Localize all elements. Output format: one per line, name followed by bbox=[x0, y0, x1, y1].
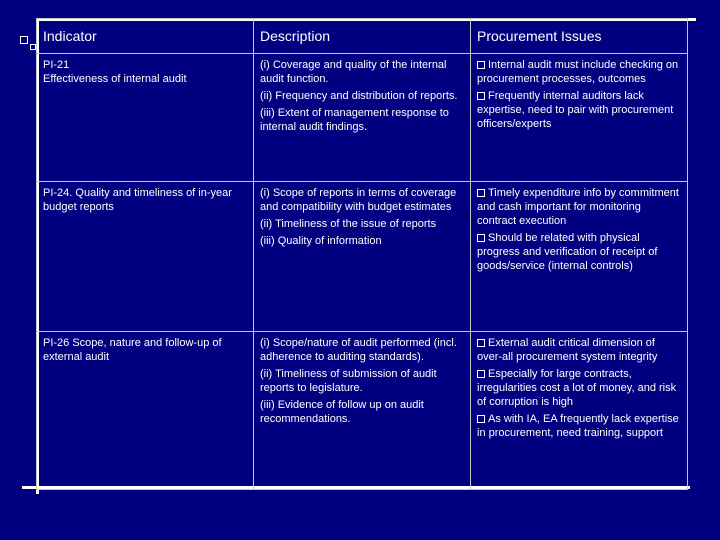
indicator-title: Effectiveness of internal audit bbox=[43, 73, 187, 85]
issue-item bbox=[477, 89, 681, 131]
table-row bbox=[37, 332, 688, 490]
issue-item bbox=[477, 336, 681, 364]
issue-item bbox=[477, 231, 681, 273]
issue-item bbox=[477, 58, 681, 86]
header-description: Description bbox=[254, 19, 471, 54]
issue-text: External audit critical dimension of over-all procurement system integrity bbox=[477, 337, 658, 363]
header-indicator: Indicator bbox=[37, 19, 254, 54]
description-item: (i) Coverage and quality of the internal audit function. bbox=[260, 59, 447, 85]
square-bullet-icon bbox=[477, 61, 485, 69]
issue-text: Especially for large contracts, irregularities cost a lot of money, and risk of corruption is high bbox=[477, 368, 677, 408]
description-cell bbox=[254, 54, 471, 182]
square-bullet-icon bbox=[477, 92, 485, 100]
issues-cell bbox=[471, 332, 688, 490]
table-row bbox=[37, 182, 688, 332]
square-bullet-icon bbox=[477, 415, 485, 423]
pefa-indicator-table bbox=[36, 18, 688, 490]
issue-text: As with IA, EA frequently lack expertise in procurement, need training, support bbox=[477, 413, 679, 439]
decor-square-1 bbox=[20, 36, 28, 44]
square-bullet-icon bbox=[477, 189, 485, 197]
description-item: (ii) Frequency and distribution of reports. bbox=[260, 90, 458, 102]
issue-text: Frequently internal auditors lack expertise, need to pair with procurement officers/experts bbox=[477, 90, 674, 130]
description-item: (i) Scope/nature of audit performed (incl. adherence to auditing standards). bbox=[260, 337, 457, 363]
description-item: (ii) Timeliness of the issue of reports bbox=[260, 218, 437, 230]
indicator-cell bbox=[37, 54, 254, 182]
table-row bbox=[37, 54, 688, 182]
indicator-cell bbox=[37, 332, 254, 490]
issue-text: Internal audit must include checking on procurement processes, outcomes bbox=[477, 59, 679, 85]
description-cell bbox=[254, 332, 471, 490]
square-bullet-icon bbox=[477, 234, 485, 242]
indicator-title: PI-24. Quality and timeliness of in-year budget reports bbox=[43, 187, 232, 213]
issue-item bbox=[477, 367, 681, 409]
indicator-code: PI-21 bbox=[43, 59, 70, 71]
issue-text: Timely expenditure info by commitment and cash important for monitoring contract execution bbox=[477, 187, 679, 227]
issue-item bbox=[477, 412, 681, 440]
table-header-row bbox=[37, 19, 688, 54]
description-item: (i) Scope of reports in terms of coverage and compatibility with budget estimates bbox=[260, 187, 457, 213]
issue-item bbox=[477, 186, 681, 228]
indicator-cell bbox=[37, 182, 254, 332]
description-cell bbox=[254, 182, 471, 332]
issues-cell bbox=[471, 182, 688, 332]
issues-cell bbox=[471, 54, 688, 182]
issue-text: Should be related with physical progress and verification of receipt of goods/service (internal controls) bbox=[477, 232, 658, 272]
description-item: (iii) Evidence of follow up on audit recommendations. bbox=[260, 399, 424, 425]
header-procurement-issues: Procurement Issues bbox=[471, 19, 688, 54]
indicator-title: PI-26 Scope, nature and follow-up of external audit bbox=[43, 337, 222, 363]
square-bullet-icon bbox=[477, 339, 485, 347]
square-bullet-icon bbox=[477, 370, 485, 378]
description-item: (iii) Extent of management response to internal audit findings. bbox=[260, 107, 449, 133]
description-item: (ii) Timeliness of submission of audit reports to legislature. bbox=[260, 368, 437, 394]
description-item: (iii) Quality of information bbox=[260, 235, 382, 247]
